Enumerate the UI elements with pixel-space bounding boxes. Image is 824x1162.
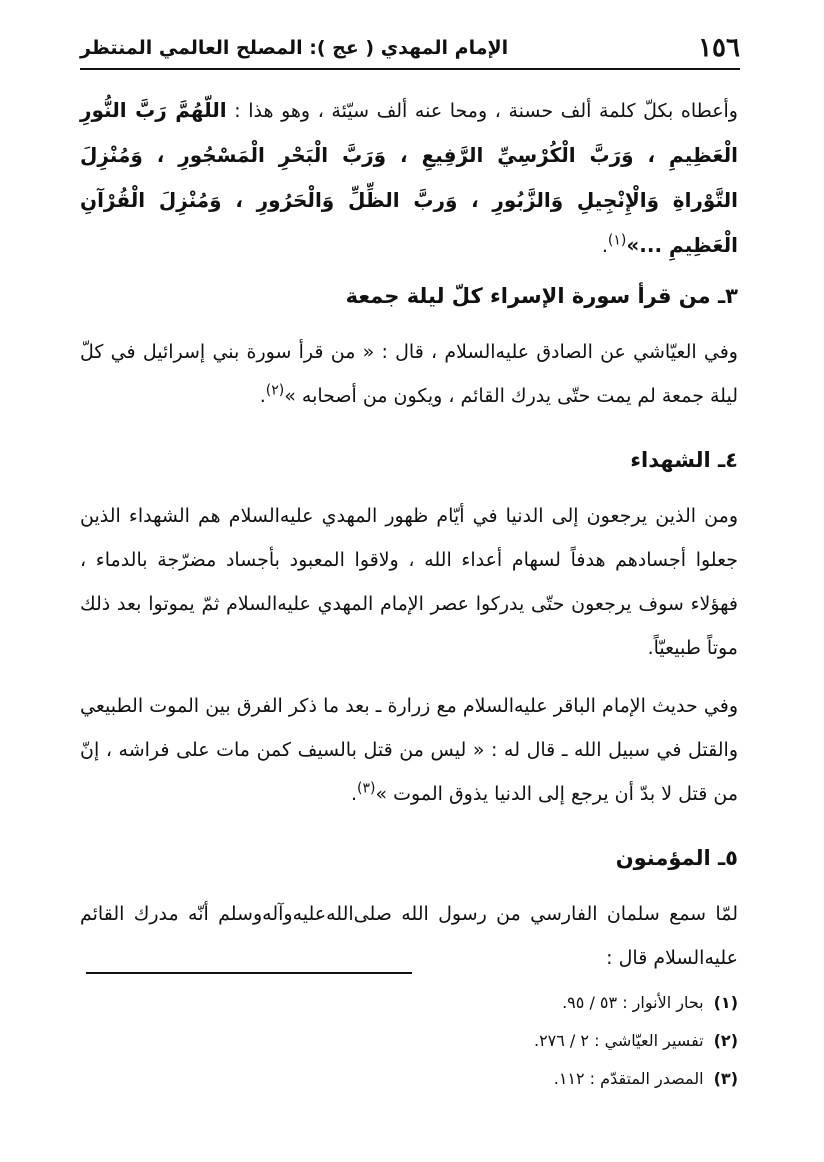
section-4-paragraph-1: ومن الذين يرجعون إلى الدنيا في أيّام ظهور المهدي عليه‌السلام هم الشهداء الذين جعلوا أجسادهم هدفاً لسهام أعداء الله ، ولاقوا المعبود بأجساد مضرّجة بالدماء ، فهؤلاء سوف يرجعون حتّى يدركوا عصر الإمام المهدي عليه‌السلام ثمّ يموتوا بعد ذلك موتاً طبيعيّاً. [80, 505, 738, 659]
page-number: ١٥٦ [698, 33, 740, 63]
section-5-heading: ٥ـ المؤمنون [615, 846, 738, 870]
section-4-text: وفي حديث الإمام الباقر عليه‌السلام مع زرارة ـ بعد ما ذكر الفرق بين الموت الطبيعي والقتل في سبيل الله ـ قال له : « ليس من قتل بالسيف كمن مات على فراشه ، إنّ من قتل لا بدّ أن يرجع إلى الدنيا يذوق الموت » [80, 695, 738, 805]
intro-end: . [601, 235, 608, 257]
intro-lead: وأعطاه بكلّ كلمة ألف حسنة ، ومحا عنه ألف سيّئة ، وهو هذا : [226, 100, 738, 122]
footnote-text: تفسير العيّاشي : ٢ / ٢٧٦. [533, 1031, 704, 1050]
footnote-item [300, 984, 738, 1022]
footnote-ref-3: (٣) [357, 780, 376, 797]
footnote-divider [86, 972, 412, 974]
section-3-text: وفي العيّاشي عن الصادق عليه‌السلام ، قال : « من قرأ سورة بني إسرائيل في كلّ ليلة جمعة لم يمت حتّى يدرك القائم ، ويكون من أصحابه » [80, 341, 738, 407]
footnote-ref-1: (١) [607, 232, 627, 249]
footnote-item [300, 1060, 738, 1098]
footnote-text: المصدر المتقدّم : ١١٢. [553, 1069, 704, 1088]
footnote-item [300, 1022, 738, 1060]
footnote-number: (٣) [713, 1069, 738, 1088]
running-title: الإمام المهدي ( عج ): المصلح العالمي المنتظر [80, 37, 509, 59]
page-header [80, 28, 740, 70]
footnote-ref-2: (٢) [265, 382, 285, 399]
footnotes [300, 984, 738, 1098]
supplication-quote: اللّهُمَّ رَبَّ النُّورِ الْعَظِيمِ ، وَرَبَّ الْكُرْسِيِّ الرَّفِيعِ ، وَرَبَّ الْبَحْرِ الْمَسْجُورِ ، وَمُنْزِلَ التَّوْراةِ وَالْإِنْجِيلِ وَالزَّبُورِ ، وَربَّ الظِّلِّ وَالْحَرُورِ ، وَمُنْزِلَ الْقُرْآنِ الْعَظِيمِ ...» [80, 98, 738, 257]
section-5-paragraph: لمّا سمع سلمان الفارسي من رسول الله صلى‌الله‌عليه‌وآله‌وسلم أنّه مدرك القائم عليه‌السلام قال : [80, 903, 738, 969]
section-4-paragraph-2 [80, 684, 738, 816]
section-4-end: . [350, 783, 358, 805]
footnote-number: (١) [713, 993, 738, 1012]
footnote-text: بحار الأنوار : ٥٣ / ٩٥. [562, 993, 704, 1012]
section-3-paragraph [80, 330, 738, 418]
section-3-heading: ٣ـ من قرأ سورة الإسراء كلّ ليلة جمعة [345, 284, 738, 308]
page-body [80, 88, 738, 980]
footnote-number: (٢) [713, 1031, 738, 1050]
section-4-heading: ٤ـ الشهداء [630, 448, 738, 472]
section-3-end: . [259, 385, 266, 407]
intro-paragraph [80, 88, 738, 268]
